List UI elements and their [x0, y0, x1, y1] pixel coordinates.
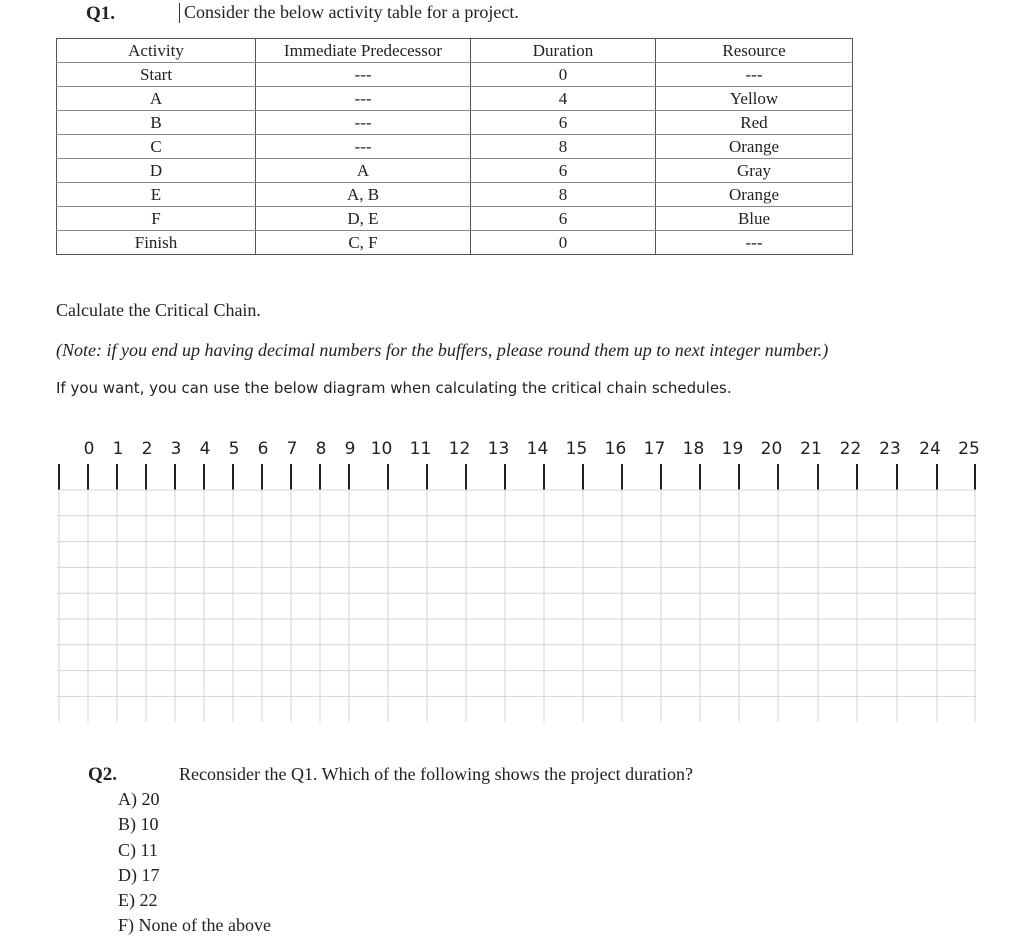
timeline-tick-label: 15 — [565, 439, 588, 459]
option-a: A) 20 — [118, 789, 160, 809]
timeline-tick-label: 19 — [721, 439, 744, 459]
cell-predecessor: A, B — [256, 183, 471, 207]
timeline-tick-label: 18 — [682, 439, 705, 459]
timeline-tick-label: 4 — [199, 439, 211, 459]
table-row — [57, 159, 853, 183]
cell-predecessor: --- — [256, 87, 471, 111]
buffer-note: (Note: if you end up having decimal numbers for the buffers, please round them up to next integer number.) — [56, 340, 829, 360]
cell-activity: E — [57, 183, 256, 207]
cell-predecessor: D, E — [256, 207, 471, 231]
cell-duration: 0 — [471, 63, 656, 87]
cell-activity: A — [57, 87, 256, 111]
table-row — [57, 207, 853, 231]
header-resource: Resource — [656, 39, 853, 63]
cell-duration: 4 — [471, 87, 656, 111]
timeline-tick-label: 12 — [448, 439, 471, 459]
table-row — [57, 87, 853, 111]
table-row — [57, 135, 853, 159]
q1-intro: Consider the below activity table for a project. — [184, 2, 519, 22]
table-row — [57, 63, 853, 87]
timeline-tick-label: 9 — [344, 439, 356, 459]
cell-activity: Start — [57, 63, 256, 87]
q2-question: Reconsider the Q1. Which of the following shows the project duration? — [179, 764, 694, 784]
timeline-tick-label: 16 — [604, 439, 627, 459]
activity-table — [56, 38, 853, 255]
cell-activity: Finish — [57, 231, 256, 255]
timeline-tick-label: 17 — [643, 439, 666, 459]
cell-predecessor: A — [256, 159, 471, 183]
cell-resource: Red — [656, 111, 853, 135]
timeline-tick-label: 14 — [526, 439, 549, 459]
cell-predecessor: --- — [256, 135, 471, 159]
cell-resource: Orange — [656, 183, 853, 207]
cell-duration: 6 — [471, 159, 656, 183]
option-e: E) 22 — [118, 890, 158, 910]
timeline-tick-label: 7 — [286, 439, 298, 459]
timeline-tick-label: 8 — [315, 439, 327, 459]
calculate-instruction: Calculate the Critical Chain. — [56, 300, 261, 320]
cell-activity: B — [57, 111, 256, 135]
cell-predecessor: C, F — [256, 231, 471, 255]
cell-predecessor: --- — [256, 111, 471, 135]
cell-resource: --- — [656, 231, 853, 255]
timeline-tick-label: 21 — [800, 439, 822, 459]
timeline-tick-label: 11 — [409, 439, 432, 459]
timeline-tick-label: 5 — [228, 439, 240, 459]
timeline-tick-label: 23 — [879, 439, 901, 459]
cell-duration: 8 — [471, 183, 656, 207]
table-row — [57, 231, 853, 255]
option-f: F) None of the above — [118, 915, 271, 935]
option-d: D) 17 — [118, 865, 160, 885]
timeline-tick-label: 6 — [257, 439, 269, 459]
cell-resource: Gray — [656, 159, 853, 183]
timeline-tick-label: 24 — [919, 439, 941, 459]
diagram-hint: If you want, you can use the below diagram when calculating the critical chain schedules. — [56, 379, 732, 397]
option-c: C) 11 — [118, 840, 158, 860]
cell-duration: 6 — [471, 111, 656, 135]
timeline-diagram — [0, 430, 1024, 730]
cell-predecessor: --- — [256, 63, 471, 87]
header-activity: Activity — [57, 39, 256, 63]
timeline-tick-label: 2 — [141, 439, 153, 459]
timeline-tick-label: 20 — [760, 439, 783, 459]
timeline-tick-label: 22 — [839, 439, 862, 459]
timeline-tick-label: 3 — [170, 439, 182, 459]
header-predecessor: Immediate Predecessor — [256, 39, 471, 63]
text-cursor-bar — [179, 3, 180, 23]
cell-duration: 8 — [471, 135, 656, 159]
cell-activity: C — [57, 135, 256, 159]
timeline-tick-label: 10 — [370, 439, 393, 459]
header-duration: Duration — [471, 39, 656, 63]
cell-activity: F — [57, 207, 256, 231]
timeline-tick-label: 25 — [958, 439, 980, 459]
cell-resource: Yellow — [656, 87, 853, 111]
table-row — [57, 183, 853, 207]
cell-duration: 6 — [471, 207, 656, 231]
option-b: B) 10 — [118, 814, 159, 834]
cell-resource: --- — [656, 63, 853, 87]
timeline-tick-label: 13 — [487, 439, 510, 459]
q2-label: Q2. — [88, 764, 118, 785]
cell-resource: Orange — [656, 135, 853, 159]
table-header-row — [57, 39, 853, 63]
cell-resource: Blue — [656, 207, 853, 231]
table-row — [57, 111, 853, 135]
timeline-tick-label: 1 — [112, 439, 124, 459]
cell-duration: 0 — [471, 231, 656, 255]
cell-activity: D — [57, 159, 256, 183]
q1-label: Q1. — [86, 3, 116, 24]
timeline-tick-label: 0 — [83, 439, 95, 459]
